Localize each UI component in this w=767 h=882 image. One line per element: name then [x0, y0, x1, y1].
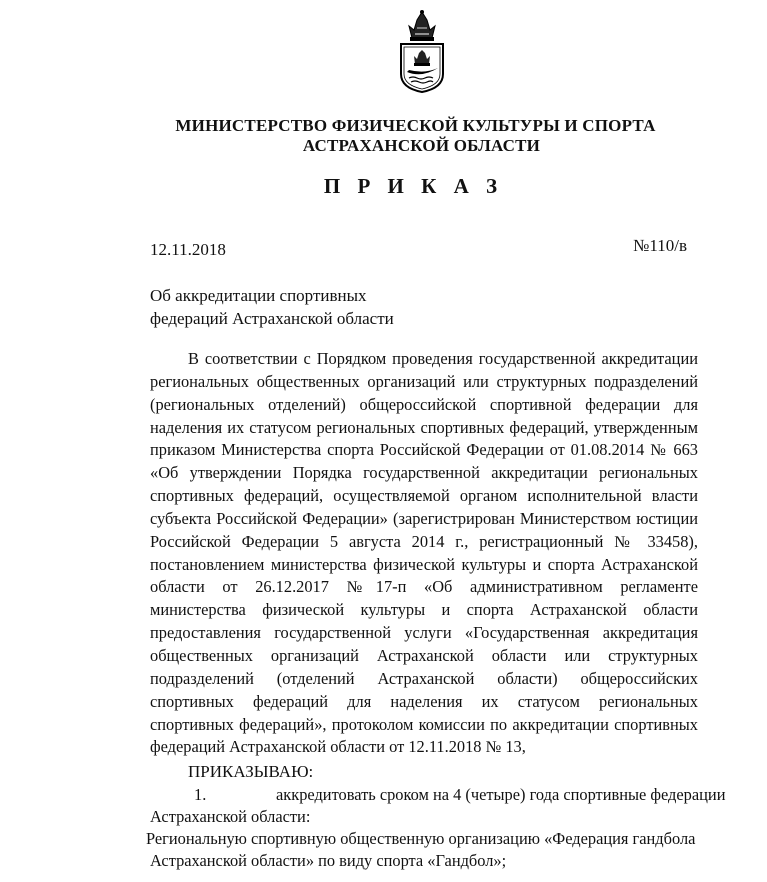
paragraph-line: спортивных федераций», протоколом комиссии по аккредитации спортивных: [150, 714, 698, 734]
order-item-1: [146, 784, 726, 872]
paragraph-line: приказом Министерства спорта Российской Федерации от 01.08.2014 № 663: [150, 440, 698, 460]
subject-line: федераций Астраханской области: [150, 309, 394, 328]
paragraph-line: спортивных федераций, осуществляемой органом исполнительной власти: [150, 486, 698, 506]
subject-line: Об аккредитации спортивных: [150, 286, 367, 305]
item-text: аккредитовать сроком на 4 (четыре) года спортивные федерации: [276, 785, 726, 804]
ministry-name-line2: АСТРАХАНСКОЙ ОБЛАСТИ: [302, 136, 541, 155]
paragraph-line: (региональных отделений) общероссийской спортивной федерации для: [150, 394, 698, 414]
paragraph-line: постановлением министерства физической культуры и спорта Астраханской: [150, 554, 698, 574]
ministry-name-line1: МИНИСТЕРСТВО ФИЗИЧЕСКОЙ КУЛЬТУРЫ И СПОРТА: [175, 116, 656, 135]
paragraph-line: подразделений (отделений Астраханской области) общероссийских: [150, 668, 698, 688]
paragraph-line: Российской Федерации 5 августа 2014 г., регистрационный № 33458),: [150, 531, 698, 551]
preamble-paragraph: [150, 348, 698, 759]
document-number: №110/в: [633, 236, 687, 255]
document-type-title: П Р И К А З: [323, 174, 504, 198]
paragraph-line: общественных организаций Астраханской области или структурных: [150, 645, 698, 665]
item-text: Астраханской области:: [150, 807, 311, 826]
document-date: 12.11.2018: [150, 240, 226, 259]
paragraph-line: субъекта Российской Федерации» (зарегистрирован Министерством юстиции: [150, 508, 698, 528]
paragraph-line: спортивных федераций для наделения их статусом региональных: [150, 691, 698, 711]
order-heading: ПРИКАЗЫВАЮ:: [188, 762, 314, 781]
paragraph-line: министерства физической культуры и спорта Астраханской области: [150, 600, 698, 620]
paragraph-line: «Об утверждении Порядка государственной аккредитации региональных: [150, 463, 698, 483]
item-text: Астраханской области» по виду спорта «Гандбол»;: [150, 851, 507, 870]
coat-of-arms-icon: [395, 8, 449, 94]
paragraph-line: наделения их статусом региональных спортивных федераций, утвержденным: [150, 417, 698, 437]
paragraph-line: предоставления государственной услуги «Государственная аккредитация: [150, 623, 698, 643]
document-subject: [150, 284, 394, 330]
item-number: 1.: [194, 785, 207, 804]
item-text: Региональную спортивную общественную организацию «Федерация гандбола: [146, 829, 696, 848]
paragraph-line: региональных общественных организаций или структурных подразделений: [150, 371, 698, 391]
paragraph-line: В соответствии с Порядком проведения государственной аккредитации: [188, 349, 698, 368]
paragraph-line: федераций Астраханской области от 12.11.2018 № 13,: [150, 737, 526, 757]
paragraph-line: области от 26.12.2017 №17-п «Об административном регламенте: [150, 577, 698, 597]
